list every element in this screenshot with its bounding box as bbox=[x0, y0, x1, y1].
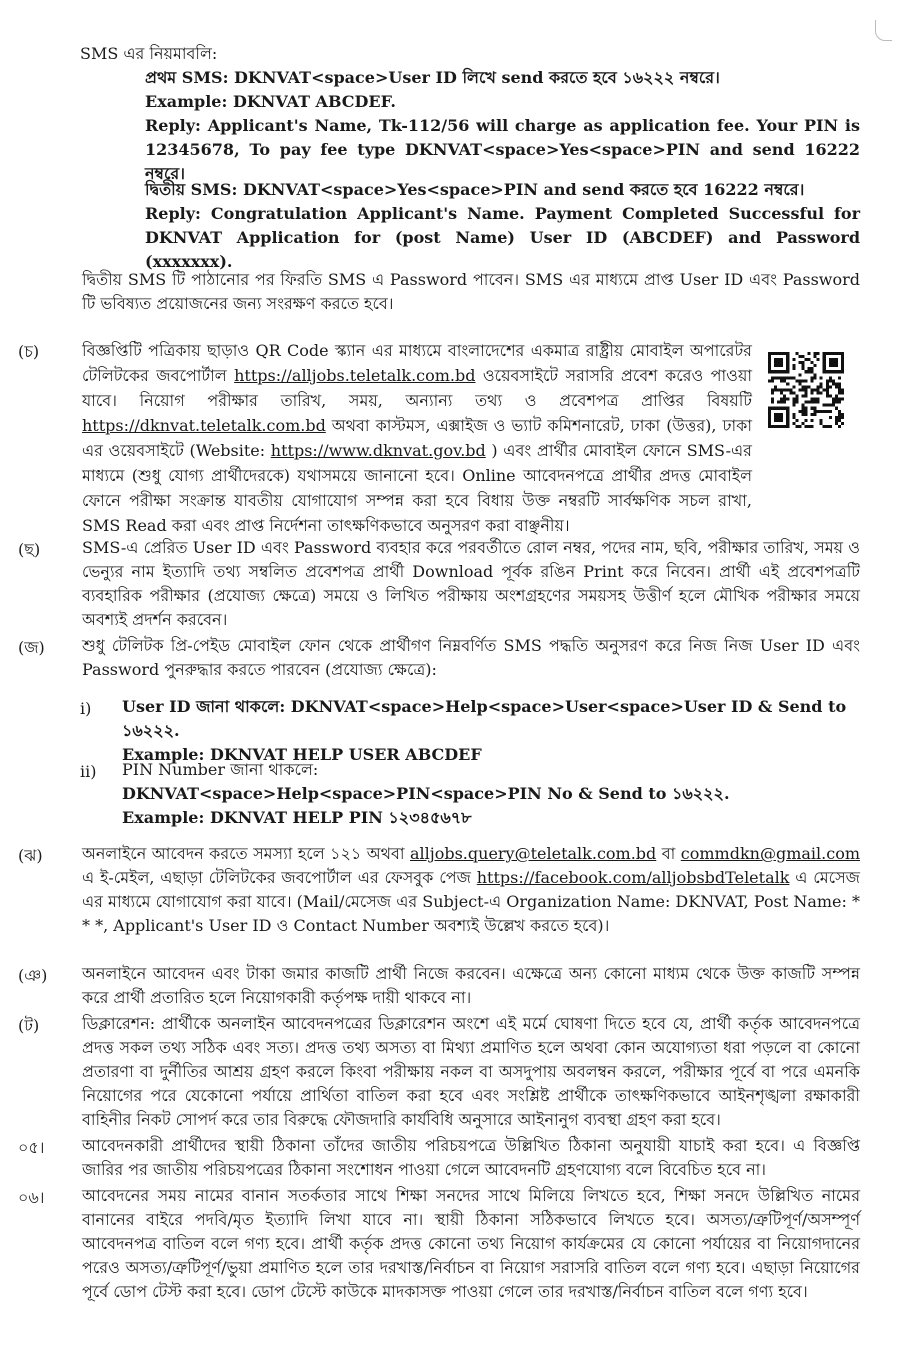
item-nya-text: অনলাইনে আবেদন এবং টাকা জমার কাজটি প্রার্থী নিজে করবেন। এক্ষেত্রে অন্য কোনো মাধ্যম থেকে উক্ত কাজটি সম্পন্ন করে প্রার্থী প্রতারিত হলে নিয়োগকারী কর্তৃপক্ষ দায়ী থাকবে না। bbox=[82, 964, 860, 1007]
dknvat-gov-link[interactable]: https://www.dknvat.gov.bd bbox=[270, 441, 486, 460]
item-jha-text-b: বা bbox=[656, 844, 681, 863]
item-ja-sub2-label: ii) bbox=[80, 762, 97, 781]
item-ja-sub1-line1: User ID জানা থাকলে: DKNVAT<space>Help<space>User<space>User ID & Send to ১৬২২২. bbox=[122, 697, 847, 740]
item-ja-sub2-line1: PIN Number জানা থাকলে: bbox=[122, 760, 319, 779]
item-cha-text bbox=[82, 338, 860, 538]
facebook-page-link[interactable]: https://facebook.com/alljobsbdTeletalk bbox=[476, 868, 790, 887]
item-05-label: ০৫। bbox=[18, 1138, 45, 1157]
sms-second-instruction: দ্বিতীয় SMS: DKNVAT<space>Yes<space>PIN and send করতে হবে 16222 নম্বরে। bbox=[145, 180, 805, 199]
item-cha-label: (চ) bbox=[18, 342, 40, 361]
item-ja-sub1 bbox=[122, 695, 867, 767]
item-ja-sub1-line2: Example: DKNVAT HELP USER ABCDEF bbox=[122, 745, 482, 764]
item-ja-label: (জ) bbox=[18, 638, 45, 657]
page-corner-mark bbox=[875, 20, 892, 41]
item-06-label: ০৬। bbox=[18, 1188, 45, 1207]
alljobs-query-email-link[interactable]: alljobs.query@teletalk.com.bd bbox=[409, 844, 657, 863]
commdkn-email-link[interactable]: commdkn@gmail.com bbox=[680, 844, 860, 863]
item-cha-text-d: ) এবং প্রার্থীর মোবাইল ফোনে SMS-এর মাধ্যমে (শুধু যোগ্য প্রার্থীদেরকে) যথাসময়ে জানানো হবে। Online আবেদনপত্রে প্রার্থীর প্রদত্ত মোবাইল ফোনে পরীক্ষা সংক্রান্ত যাবতীয় যোগাযোগ সম্পন্ন করা হবে বিধায় উক্ত নম্বরটি সার্বক্ষণিক সচল রাখা, SMS Read করা এবং প্রাপ্ত নির্দেশনা তাৎক্ষণিকভাবে অনুসরণ করা বাঞ্ছনীয়। bbox=[82, 441, 752, 535]
item-ja-text: শুধু টেলিটক প্রি-পেইড মোবাইল ফোন থেকে প্রার্থীগণ নিম্নবর্ণিত SMS পদ্ধতি অনুসরণ করে নিজ নিজ User ID এবং Password পুনরুদ্ধার করতে পারবেন (প্রযোজ্য ক্ষেত্রে): bbox=[82, 636, 860, 679]
item-chha-label: (ছ) bbox=[18, 540, 41, 559]
after-sms-note: দ্বিতীয় SMS টি পাঠানোর পর ফিরতি SMS এ Password পাবেন। SMS এর মাধ্যমে প্রাপ্ত User ID এবং Password টি ভবিষ্যত প্রয়োজনের জন্য সংরক্ষণ করতে হবে। bbox=[82, 270, 860, 313]
sms-first-reply: Reply: Applicant's Name, Tk-112/56 will charge as application fee. Your PIN is 12345678, To pay fee type DKNVAT<space>Yes<space>PIN and send 16222 নম্বরে। bbox=[145, 116, 860, 183]
item-ja-sub1-label: i) bbox=[80, 699, 92, 718]
sms-rules-title: SMS এর নিয়মাবলি: bbox=[80, 44, 218, 63]
item-jha-text-c: এ ই-মেইল, এছাড়া টেলিটকের জবপোর্টাল এর ফেসবুক পেজ bbox=[82, 868, 477, 887]
item-ta-text: ডিক্লারেশন: প্রার্থীকে অনলাইন আবেদনপত্রের ডিক্লারেশন অংশে এই মর্মে ঘোষণা দিতে হবে যে, প্রার্থী কর্তৃক আবেদনপত্রে প্রদত্ত সকল তথ্য সঠিক এবং সত্য। প্রদত্ত তথ্য অসত্য বা মিথ্যা প্রমাণিত হলে অথবা কোন অযোগ্যতা ধরা পড়লে বা কোনো প্রতারণা বা দুর্নীতির আশ্রয় গ্রহণ করলে কিংবা পরীক্ষায় নকল বা অসদুপায় অবলম্বন করলে, পরীক্ষার পূর্বে বা পরে এমনকি নিয়োগের পরে যেকোনো পর্যায়ে প্রার্থিতা বাতিল করা হবে এবং সংশ্লিষ্ট প্রার্থীকে তাৎক্ষণিকভাবে আইনশৃঙ্খলা রক্ষাকারী বাহিনীর নিকট সোপর্দ করে তার বিরুদ্ধে ফৌজদারি কার্যবিধি অনুসারে আইনানুগ ব্যবস্থা গ্রহণ করা হবে। bbox=[82, 1014, 860, 1129]
alljobs-link[interactable]: https://alljobs.teletalk.com.bd bbox=[234, 366, 476, 385]
qr-code-icon[interactable] bbox=[768, 352, 844, 428]
item-nya-label: (ঞ) bbox=[18, 966, 48, 985]
sms-second-reply: Reply: Congratulation Applicant's Name. Payment Completed Successful for DKNVAT Application for (post Name) User ID (ABCDEF) and Password (xxxxxxx). bbox=[145, 204, 860, 271]
item-ja-sub2-line2: DKNVAT<space>Help<space>PIN<space>PIN No & Send to ১৬২২২. bbox=[122, 784, 730, 803]
item-jha-text-d: এ মেসেজ এর মাধ্যমে যোগাযোগ করা যাবে। (Mail/মেসেজ এর Subject-এ Organization Name: DKNVAT, Post Name: * * *, Applicant's User ID ও Contact Number অবশ্যই উল্লেখ করতে হবে)। bbox=[82, 868, 860, 935]
item-jha-text bbox=[82, 842, 860, 938]
sms-first-instruction: প্রথম SMS: DKNVAT<space>User ID লিখে send করতে হবে ১৬২২২ নম্বরে। bbox=[145, 68, 720, 87]
item-cha-text-b: ওয়েবসাইটে সরাসরি প্রবেশ করেও পাওয়া যাবে। নিয়োগ পরীক্ষার তারিখ, সময়, অন্যান্য তথ্য ও প্রবেশপত্র প্রাপ্তির বিষয়টি bbox=[82, 366, 753, 410]
item-cha-text-a: বিজ্ঞপ্তিটি পত্রিকায় ছাড়াও QR Code স্ক্যান এর মাধ্যমে বাংলাদেশের একমাত্র রাষ্ট্রীয় মোবাইল অপারেটর টেলিটকের জবপোর্টাল bbox=[82, 341, 752, 385]
item-chha-text: SMS-এ প্রেরিত User ID এবং Password ব্যবহার করে পরবর্তীতে রোল নম্বর, পদের নাম, ছবি, পরীক্ষার তারিখ, সময় ও ভেন্যুর নাম ইত্যাদি তথ্য সম্বলিত প্রবেশপত্র প্রার্থী Download পূর্বক রঙিন Print করে নিবেন। প্রার্থী এই প্রবেশপত্রটি ব্যবহারিক পরীক্ষার (প্রযোজ্য ক্ষেত্রে) সময়ে ও লিখিত পরীক্ষায় অংশগ্রহণের সময়সহ উত্তীর্ণ হলে মৌখিক পরীক্ষার সময়ে অবশ্যই প্রদর্শন করবেন। bbox=[82, 538, 860, 629]
sms-first-block bbox=[145, 66, 860, 186]
dknvat-teletalk-link[interactable]: https://dknvat.teletalk.com.bd bbox=[82, 416, 326, 435]
item-05-text: আবেদনকারী প্রার্থীদের স্থায়ী ঠিকানা তাঁদের জাতীয় পরিচয়পত্রে উল্লিখিত ঠিকানা অনুযায়ী যাচাই করা হবে। এ বিজ্ঞপ্তি জারির পর জাতীয় পরিচয়পত্রের ঠিকানা সংশোধন পাওয়া গেলে আবেদনটি গ্রহণযোগ্য বলে বিবেচিত হবে না। bbox=[82, 1136, 860, 1179]
item-jha-text-a: অনলাইনে আবেদন করতে সমস্যা হলে ১২১ অথবা bbox=[82, 844, 410, 863]
item-ja-sub2 bbox=[122, 758, 867, 830]
item-ja-sub2-line3: Example: DKNVAT HELP PIN ১২৩৪৫৬৭৮ bbox=[122, 808, 472, 827]
item-cha-wrap bbox=[82, 338, 752, 538]
item-cha-text-c: অথবা কাস্টমস, এক্সাইজ ও ভ্যাট কমিশনারেট, ঢাকা (উত্তর), ঢাকা এর ওয়েবসাইটে (Website: bbox=[82, 416, 752, 460]
item-06-text: আবেদনের সময় নামের বানান সতর্কতার সাথে শিক্ষা সনদের সাথে মিলিয়ে লিখতে হবে, শিক্ষা সনদে উল্লিখিত নামের বানানের বাইরে পদবি/মৃত ইত্যাদি লিখা যাবে না। স্থায়ী ঠিকানা সঠিকভাবে লিখতে হবে। অসত্য/ত্রুটিপূর্ণ/অসম্পূর্ণ আবেদনপত্র বাতিল বলে গণ্য হবে। প্রার্থী কর্তৃক প্রদত্ত কোনো তথ্য নিয়োগ কার্যক্রমের যে কোনো পর্যায়ের বা নিয়োগদানের পরেও অসত্য/ত্রুটিপূর্ণ/ভুয়া প্রমাণিত হলে তার দরখাস্ত/নির্বাচন বা নিয়োগ সরাসরি বাতিল বলে গণ্য হবে। এছাড়া নিয়োগের পূর্বে ডোপ টেস্ট করা হবে। ডোপ টেস্টে কাউকে মাদকাসক্ত পাওয়া গেলে তার দরখাস্ত/নির্বাচন বাতিল বলে গণ্য হবে। bbox=[82, 1186, 860, 1301]
item-ta-label: (ট) bbox=[18, 1016, 40, 1035]
item-jha-label: (ঝ) bbox=[18, 846, 43, 865]
sms-second-block bbox=[145, 178, 860, 274]
sms-first-example: Example: DKNVAT ABCDEF. bbox=[145, 92, 396, 111]
